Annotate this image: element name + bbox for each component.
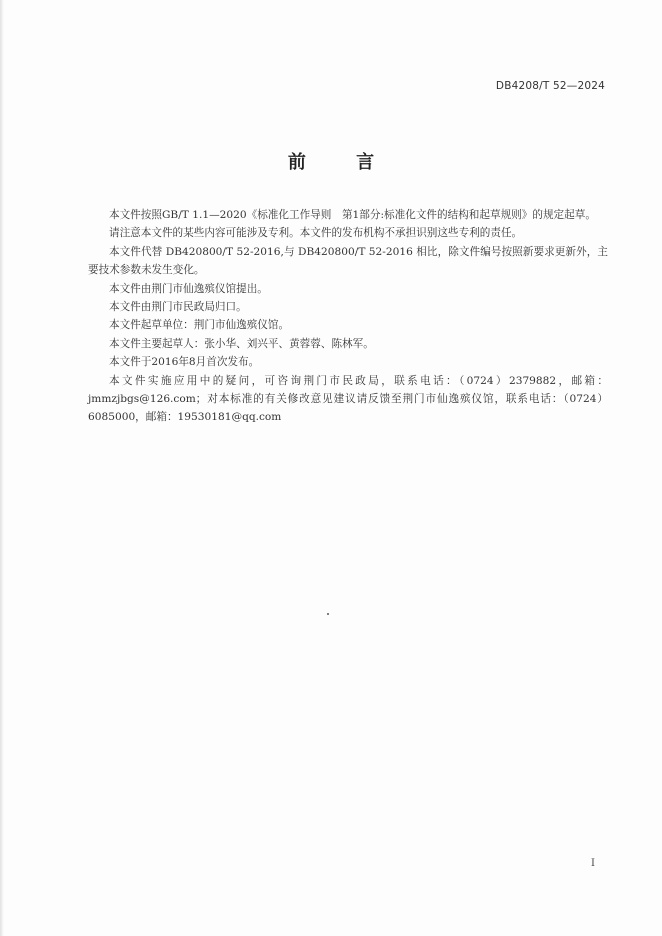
paragraph-drafting-rules: 本文件按照GB/T 1.1—2020《标准化工作导则 第1部分:标准化文件的结构和起草规则》的规定起草。: [109, 209, 596, 221]
foreword-body: [88, 206, 608, 427]
paragraph-first-release: 本文件于2016年8月首次发布。: [109, 356, 260, 369]
paragraph-centralized: 本文件由荆门市民政局归口。: [109, 301, 247, 314]
paragraph-proposer: 本文件由荆门市仙逸殡仪馆提出。: [109, 282, 268, 295]
page-number: I: [591, 858, 595, 869]
paragraph-drafting-unit: 本文件起草单位：荆门市仙逸殡仪馆。: [109, 319, 290, 332]
paragraph-replacement: 本文件代替 DB420800/T 52-2016,与 DB420800/T 52-2016 相比，除文件编号按照新要求更新外，主要技术参数未发生变化。: [88, 245, 608, 277]
standard-code: DB4208/T 52—2024: [495, 80, 605, 92]
scan-speck: [327, 613, 329, 615]
paragraph-drafters: 本文件主要起草人：张小华、刘兴平、黄蓉蓉、陈林军。: [109, 337, 374, 350]
paragraph-contact: 本文件实施应用中的疑问，可咨询荆门市民政局，联系电话：（0724）2379882，邮箱：jmmzjbgs@126.com；对本标准的有关修改意见建议请反馈至荆门市仙逸殡仪馆，联系电话：（0724）6085000，邮箱：19530181@qq.com: [88, 374, 608, 424]
page-title: 前 言: [287, 152, 397, 173]
paragraph-patent-notice: 请注意本文件的某些内容可能涉及专利。本文件的发布机构不承担识别这些专利的责任。: [109, 227, 523, 240]
